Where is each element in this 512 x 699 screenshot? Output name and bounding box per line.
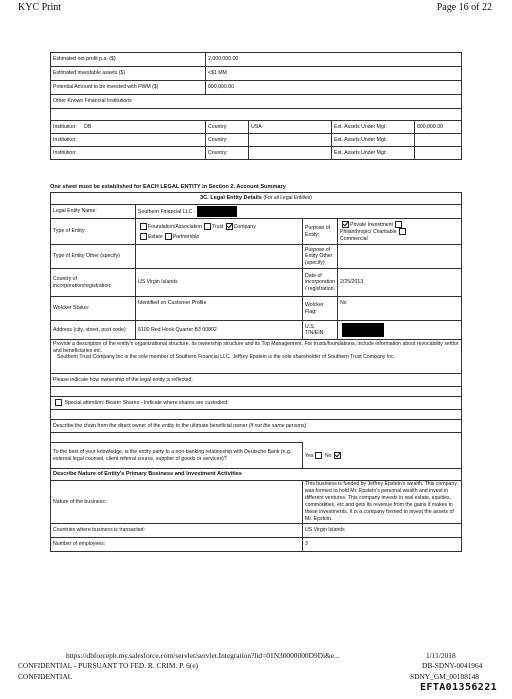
type-other-label: Type of Entity Other (specify) [51,245,136,269]
assets-value: 800,000.00 [415,121,462,134]
referral-answer [303,443,462,469]
institution-label: Institution: [51,134,206,147]
employees-value: 3 [303,538,462,552]
option-estate-label: Estate [148,233,163,240]
net-profit-value: 2,000,000.00 [206,53,462,67]
confidential-label: CONFIDENTIAL [18,672,73,681]
checkbox-partnership[interactable] [165,233,172,240]
tin-label: U.S. TIN/EIN: [303,321,338,340]
institution-label: Institution: [53,123,77,130]
bates-sdny: SDNY_GM_00188148 [410,672,479,681]
footer-url[interactable]: https://dbforcepb.my.salesforce.com/servlet/servlet.Integration?lid=01N30000000D9Di&e... [66,651,340,660]
option-partnership-label: Partnership [172,233,200,240]
institution-value: DB [84,123,92,130]
option-philanthropic-label: Philanthropic/ Charitable [340,229,397,236]
entity-name-cell [136,205,462,219]
purpose-options [338,219,462,245]
purpose-label: Purpose of Entity: [303,219,338,245]
option-trust-label: Trust [211,224,224,230]
option-foundation-label: Foundation/Association [148,224,202,230]
address-label: Address (city, street, post code): [51,321,136,340]
investable-assets-value: <$1 MM [206,67,462,81]
incorporation-date-label: Date of incorporation / registration: [303,269,338,297]
checkbox-philanthropic[interactable] [399,228,406,235]
checkbox-private-investment-extra[interactable] [395,221,402,228]
redaction-block [342,323,384,337]
option-company-label: Company [233,224,256,230]
financial-table [50,52,462,160]
address-value: 6100 Red Hook Quarter B3 00802 [136,321,303,340]
checkbox-foundation[interactable] [140,223,147,230]
incorporation-date-value: 2/25/2013 [338,269,462,297]
bates-db: DB-SDNY-0041964 [422,661,483,670]
potential-amount-label: Potential Amount to be invested with PWM ($) [51,81,206,95]
option-commercial-label: Commercial [340,235,368,242]
country-value [249,134,332,147]
country-value [249,147,332,160]
checkbox-private-investment[interactable] [342,221,349,228]
incorporation-country-label: Country of incorporation/registration: [51,269,136,297]
wolcker-flag-label: Wolcker Flag: [303,297,338,321]
nature-business-label: Nature of the business: [51,481,303,524]
countries-value: US Virgin Islands [303,524,462,538]
legal-entity-table [50,192,462,552]
page-number: Page 16 of 22 [436,2,492,13]
assets-value [415,134,462,147]
wolcker-flag-value: No [338,297,462,321]
one-sheet-note: One sheet must be established for EACH LEGAL ENTITY in Section 2. Account Summary [50,184,286,190]
tin-value-cell [338,321,462,340]
checkbox-bearer-shares[interactable] [55,399,62,406]
yes-label: Yes [305,452,314,459]
country-label: Country: [206,147,249,160]
checkbox-no[interactable] [334,452,341,459]
potential-amount-value: 800,000.00 [206,81,462,95]
incorporation-country-value: US Virgin Islands [136,269,303,297]
checkbox-trust[interactable] [204,223,211,230]
section-title: 3C. Legal Entity Details [200,195,262,201]
other-institutions-label: Other Known Financial Institutions [51,95,462,109]
bearer-shares-label: Special attention: Bearer Shares - Indicate where shares are custodied: [64,400,229,407]
section-subtitle: (For all Legal Entities) [263,195,312,201]
countries-label: Countries where business is transacted: [51,524,303,538]
chain-label: Describe the chain from the direct owner of the entity to the ultimate beneficial owner [53,422,248,429]
employees-label: Number of employees: [51,538,303,552]
chain-row [51,420,462,433]
no-label: No [324,452,332,459]
net-profit-label: Estimated net profit p.a. ($) [51,53,206,67]
purpose-other-value [338,245,462,269]
redaction-block [197,206,237,217]
nature-business-value: This business is funded by Jeffrey Epstein's wealth. This company was formed to hold Mr. Epstein's personal wealth and invest in different ventures. This company invests in real estate, equities, commodities, etc and gets its revenue from the gains it makes in these investments. It is a company formed to invest the assets of Mr. Epstein. [303,481,462,524]
section-header [51,193,462,205]
referral-question: To the best of your knowledge, is the entity party to a non-banking relationship with Deutsche Bank (e.g. external legal counsel, client referral source, supplier of goods or services)? [51,443,303,469]
confidential-notice: CONFIDENTIAL - PURSUANT TO FED. R. CRIM. P. 6(e) [18,661,198,670]
checkbox-company[interactable] [226,223,233,230]
entity-name-value: Southern Financial LLC - [138,208,196,215]
purpose-other-label: Purpose of Entity Other (specify) [303,245,338,269]
chain-note: (if not the same persons) [248,422,307,429]
assets-label: Est. Assets Under Mgt: [332,121,415,134]
institution-label: Institution: [51,147,206,160]
wolcker-status-label: Wolcker Status: [51,297,136,321]
assets-value [415,147,462,160]
footer-date: 1/11/2018 [426,651,456,660]
entity-name-label: Legal Entity Name: [51,205,136,219]
country-label: Country: [206,121,249,134]
ownership-description-value: Southern Trust Company Inc is the sole member of Southern Financial LLC. Jeffrey Epstein is the sole shareholder of Southern Trust Company Inc. [57,354,396,360]
option-private-investment-label: Private Investment [350,221,393,228]
print-title: KYC Print [18,2,62,13]
type-other-value [136,245,303,269]
entity-type-options [136,219,303,245]
entity-type-label: Type of Entity: [51,219,136,245]
ownership-description [51,340,462,374]
efta-number: EFTA01356221 [420,682,498,693]
bearer-shares-row [51,397,462,410]
wolcker-status-value: Identified on Customer Profile [136,297,303,321]
checkbox-yes[interactable] [315,452,322,459]
assets-label: Est. Assets Under Mgt: [332,147,415,160]
investable-assets-label: Estimated investable assets ($) [51,67,206,81]
business-section-title: Describe Nature of Entity's Primary Business and Investment Activities [51,469,462,481]
country-value: USA [249,121,332,134]
assets-label: Est. Assets Under Mgt: [332,134,415,147]
ownership-reflect-label: Please indicate how ownership of the legal entity is reflected: [51,374,462,387]
ownership-description-label: Provide a description of the entity's organizational structure, its ownership structure and its Top Management. For trusts/foundations, include information about revocability settlor and beneficiaries etc. [53,341,459,354]
checkbox-estate[interactable] [140,233,147,240]
country-label: Country: [206,134,249,147]
